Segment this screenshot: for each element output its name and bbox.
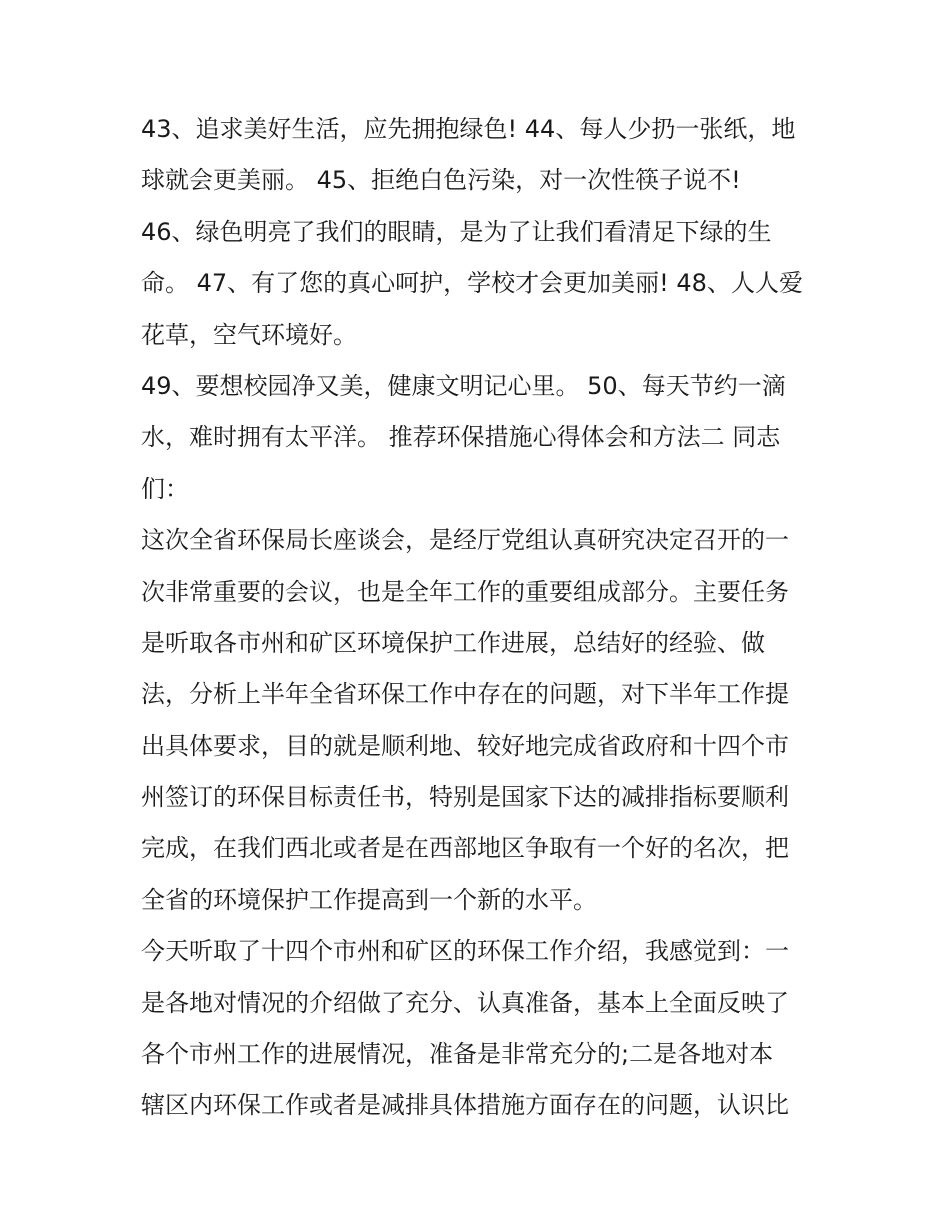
text-line: 完成，在我们西北或者是在西部地区争取有一个好的名次，把: [141, 834, 789, 863]
text-line: 辖区内环保工作或者是减排具体措施方面存在的问题，认识比: [141, 1091, 789, 1120]
text-line: 是听取各市州和矿区环境保护工作进展，总结好的经验、做: [141, 628, 765, 657]
text-line: 州签订的环保目标责任书，特别是国家下达的减排指标要顺利: [141, 783, 789, 812]
paragraph-today-summary: [141, 926, 817, 1132]
text-line: 们：: [141, 474, 189, 503]
text-line: 花草，空气环境好。: [141, 320, 357, 349]
paragraph-slogans-43-45: [141, 104, 817, 207]
text-line: 全省的环境保护工作提高到一个新的水平。: [141, 885, 597, 914]
text-line: 今天听取了十四个市州和矿区的环保工作介绍，我感觉到：一: [141, 937, 789, 966]
text-line: 43、追求美好生活，应先拥抱绿色! 44、每人少扔一张纸，地: [141, 115, 796, 143]
text-line: 球就会更美丽。 45、拒绝白色污染，对一次性筷子说不!: [141, 166, 741, 195]
text-line: 出具体要求，目的就是顺利地、较好地完成省政府和十四个市: [141, 731, 789, 760]
text-line: 次非常重要的会议，也是全年工作的重要组成部分。主要任务: [141, 577, 789, 606]
text-line: 是各地对情况的介绍做了充分、认真准备，基本上全面反映了: [141, 988, 789, 1017]
text-line: 命。 47、有了您的真心呵护，学校才会更加美丽! 48、人人爱: [141, 269, 803, 298]
text-line: 水，难时拥有太平洋。 推荐环保措施心得体会和方法二 同志: [141, 423, 781, 452]
text-line: 法，分析上半年全省环保工作中存在的问题，对下半年工作提: [141, 680, 789, 709]
text-line: 这次全省环保局长座谈会，是经厅党组认真研究决定召开的一: [141, 526, 789, 555]
text-line: 49、要想校园净又美，健康文明记心里。 50、每天节约一滴: [141, 371, 786, 400]
text-line: 46、绿色明亮了我们的眼睛，是为了让我们看清足下绿的生: [141, 217, 772, 246]
paragraph-slogans-46-48: [141, 207, 817, 361]
text-line: 各个市州工作的进展情况，准备是非常充分的;二是各地对本: [141, 1040, 774, 1069]
document-body: [141, 104, 817, 1132]
paragraph-slogans-49-50: [141, 361, 817, 515]
paragraph-meeting-intro: [141, 515, 817, 926]
